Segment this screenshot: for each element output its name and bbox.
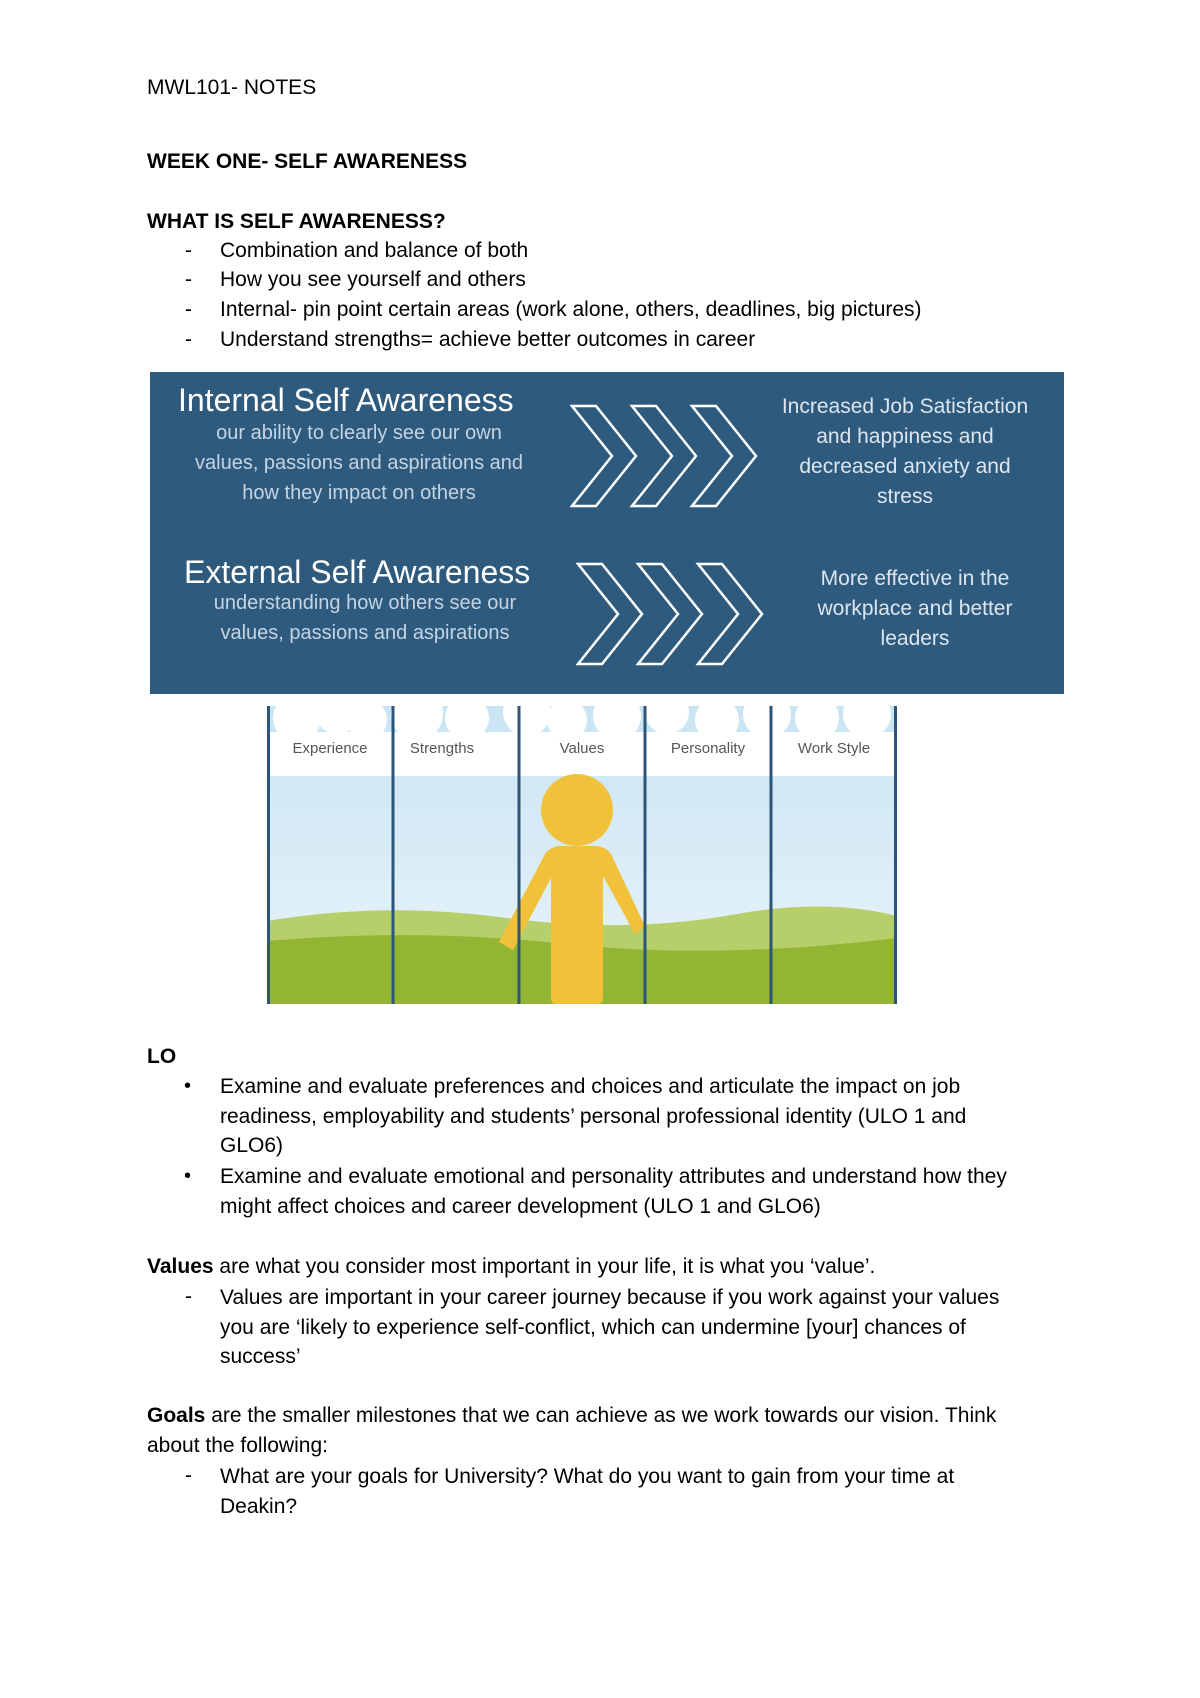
line: you are ‘likely to experience self-conflict, which can undermine [your] chances of	[220, 1315, 966, 1339]
external-title: External Self Awareness	[184, 554, 531, 590]
line: What are your goals for University? What do you want to gain from your time at	[220, 1465, 955, 1488]
goals-item	[220, 1462, 1080, 1521]
lo-item	[220, 1072, 1080, 1161]
goals-text: are the smaller milestones that we can achieve as we work towards our vision. Think	[205, 1404, 997, 1427]
result-line: workplace and better	[817, 597, 1013, 620]
values-text: are what you consider most important in your life, it is what you ‘value’.	[213, 1255, 876, 1278]
lo-item	[220, 1162, 1080, 1221]
result-line: and happiness and	[816, 425, 994, 448]
line: Examine and evaluate emotional and personality attributes and understand how they	[220, 1165, 1007, 1188]
internal-description	[170, 418, 548, 508]
result-line: decreased anxiety and	[799, 455, 1011, 478]
external-description	[176, 588, 554, 648]
line: Values are important in your career journey because if you work against your values	[220, 1286, 1000, 1309]
desc-line: how they impact on others	[242, 482, 476, 504]
list-item: Combination and balance of both	[220, 239, 529, 262]
bullet-marker: •	[184, 1165, 192, 1187]
desc-line: understanding how others see our	[213, 592, 517, 614]
values-term: Values	[147, 1255, 214, 1278]
goals-line2: about the following:	[147, 1434, 328, 1457]
self-awareness-illustration	[267, 706, 897, 1004]
line: Examine and evaluate preferences and choices and articulate the impact on job	[220, 1075, 961, 1098]
panel-label: Values	[559, 740, 605, 757]
result-line: Increased Job Satisfaction	[781, 395, 1029, 418]
values-paragraph	[147, 1253, 875, 1281]
panel-labels	[267, 740, 897, 757]
doc-title: MWL101- NOTES	[147, 76, 317, 99]
desc-line: our ability to clearly see our own	[216, 422, 502, 444]
list-item: Internal- pin point certain areas (work alone, others, deadlines, big pictures)	[220, 298, 922, 321]
line: Deakin?	[220, 1494, 298, 1518]
dash-marker: -	[185, 268, 192, 291]
line: might affect choices and career development (ULO 1 and GLO6)	[220, 1194, 821, 1218]
panel-label: Strengths	[409, 740, 475, 757]
internal-title: Internal Self Awareness	[178, 382, 514, 418]
self-awareness-banner	[150, 372, 1064, 694]
internal-result	[760, 392, 1050, 512]
chevron-arrows-icon	[576, 562, 766, 666]
bullet-marker: •	[184, 1075, 192, 1097]
panel-label: Experience	[292, 740, 368, 757]
result-line: More effective in the	[820, 567, 1010, 590]
lo-heading: LO	[147, 1045, 177, 1068]
panel-label: Personality	[670, 740, 746, 757]
dash-marker: -	[185, 239, 192, 262]
external-result	[770, 564, 1060, 654]
line: readiness, employability and students’ personal professional identity (ULO 1 and	[220, 1104, 967, 1128]
desc-line: values, passions and aspirations	[220, 622, 510, 644]
dash-marker: -	[185, 1285, 192, 1308]
result-line: leaders	[880, 627, 950, 650]
what-is-heading: WHAT IS SELF AWARENESS?	[147, 210, 446, 233]
dash-marker: -	[185, 298, 192, 321]
week-heading: WEEK ONE- SELF AWARENESS	[147, 150, 468, 173]
list-item: How you see yourself and others	[220, 268, 526, 291]
goals-term: Goals	[147, 1404, 206, 1427]
desc-line: values, passions and aspirations and	[195, 452, 523, 474]
dash-marker: -	[185, 1464, 192, 1487]
list-item: Understand strengths= achieve better outcomes in career	[220, 328, 756, 351]
dash-marker: -	[185, 328, 192, 351]
values-item	[220, 1283, 1080, 1372]
goals-paragraph	[147, 1402, 996, 1430]
panel-label: Work Style	[797, 740, 871, 757]
line: success’	[220, 1345, 301, 1368]
result-line: stress	[876, 485, 933, 508]
chevron-arrows-icon	[570, 404, 760, 508]
line: GLO6)	[220, 1134, 284, 1157]
